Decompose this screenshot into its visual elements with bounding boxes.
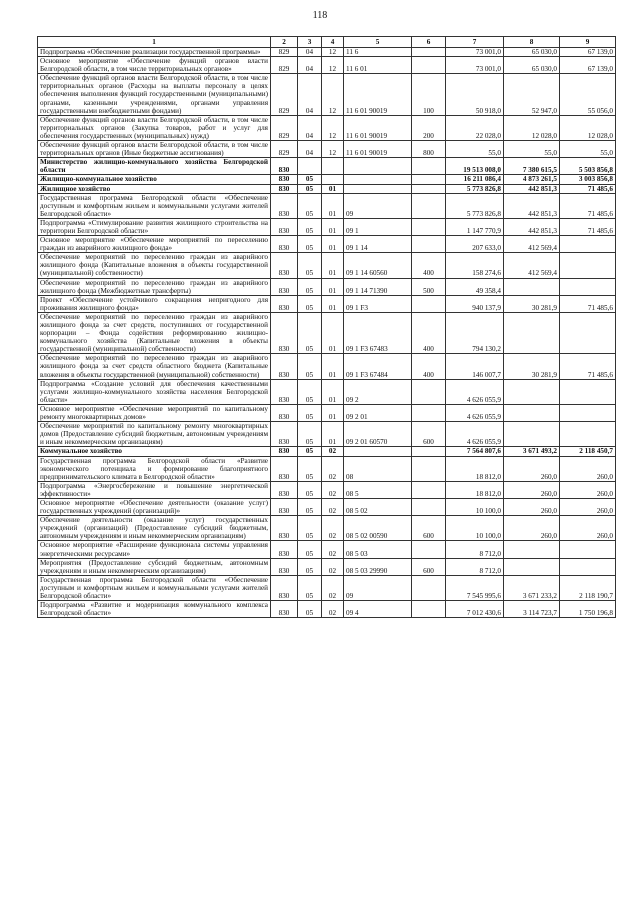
target-article-cell: 09 2 01 — [344, 404, 412, 421]
table-row — [38, 141, 616, 158]
amount-year1-cell: 18 812,0 — [446, 456, 504, 481]
table-row — [38, 74, 616, 115]
amount-year1-cell: 55,0 — [446, 141, 504, 158]
subsection-code-cell: 02 — [322, 575, 344, 600]
target-article-cell: 11 6 01 90019 — [344, 74, 412, 115]
item-name-cell: Обеспечение функций органов власти Белгородской области, в том числе территориальных органов (Иные бюджетные ассигнования) — [38, 141, 271, 158]
target-article-cell: 08 5 03 — [344, 541, 412, 558]
table-row — [38, 218, 616, 235]
expense-type-cell — [412, 295, 446, 312]
amount-year1-cell: 10 100,0 — [446, 516, 504, 541]
amount-year1-cell: 73 001,0 — [446, 48, 504, 57]
item-name-cell: Проект «Обеспечение устойчивого сокращения непригодного для проживания жилищного фонда» — [38, 295, 271, 312]
subsection-code-cell: 02 — [322, 456, 344, 481]
ministry-code-cell: 830 — [271, 404, 298, 421]
amount-year3-cell: 260,0 — [560, 516, 616, 541]
amount-year3-cell: 67 139,0 — [560, 57, 616, 74]
expense-type-cell: 600 — [412, 422, 446, 447]
table-row — [38, 498, 616, 515]
amount-year2-cell: 260,0 — [504, 481, 560, 498]
expense-type-cell: 600 — [412, 558, 446, 575]
ministry-code-cell: 830 — [271, 456, 298, 481]
amount-year3-cell — [560, 312, 616, 353]
item-name-cell: Подпрограмма «Развитие и модернизация коммунального комплекса Белгородской области» — [38, 601, 271, 618]
subsection-code-cell: 01 — [322, 236, 344, 253]
ministry-code-cell: 830 — [271, 218, 298, 235]
page-number: 118 — [312, 10, 328, 21]
table-row — [38, 575, 616, 600]
item-name-cell: Государственная программа Белгородской области «Обеспечение доступным и комфортным жильем и коммунальными услугами жителей Белгородской области» — [38, 575, 271, 600]
amount-year3-cell: 55 056,0 — [560, 74, 616, 115]
expense-type-cell — [412, 404, 446, 421]
amount-year3-cell: 12 028,0 — [560, 115, 616, 140]
item-name-cell: Государственная программа Белгородской области «Развитие экономического потенциала и формирование благоприятного предпринимательского климата в Белгородской области» — [38, 456, 271, 481]
target-article-cell: 08 5 02 00590 — [344, 516, 412, 541]
table-row — [38, 175, 616, 184]
amount-year2-cell: 442 851,3 — [504, 193, 560, 218]
item-name-cell: Подпрограмма «Обеспечение реализации государственной программы» — [38, 48, 271, 57]
amount-year3-cell: 55,0 — [560, 141, 616, 158]
amount-year2-cell: 30 281,9 — [504, 295, 560, 312]
amount-year3-cell: 71 485,6 — [560, 295, 616, 312]
item-name-cell: Обеспечение деятельности (оказание услуг) государственных учреждений (организаций) (Предоставление субсидий бюджетным, автономным учреждениям и иным некоммерческим организациям) — [38, 516, 271, 541]
table-row — [38, 236, 616, 253]
item-name-cell: Обеспечение мероприятий по капитальному ремонту многоквартирных домов (Предоставление субсидий бюджетным, автономным учреждениям и иным некоммерческим организациям) — [38, 422, 271, 447]
item-name-cell: Мероприятия (Предоставление субсидий бюджетным, автономным учреждениям и иным некоммерческим организациям) — [38, 558, 271, 575]
expense-type-cell — [412, 498, 446, 515]
target-article-cell: 09 1 14 71390 — [344, 278, 412, 295]
amount-year1-cell: 7 012 430,6 — [446, 601, 504, 618]
expense-type-cell — [412, 48, 446, 57]
target-article-cell: 08 5 03 29990 — [344, 558, 412, 575]
item-name-cell: Жилищно-коммунальное хозяйство — [38, 175, 271, 184]
amount-year2-cell: 65 030,0 — [504, 48, 560, 57]
section-code-cell: 05 — [298, 193, 322, 218]
target-article-cell: 09 1 14 — [344, 236, 412, 253]
table-row — [38, 278, 616, 295]
target-article-cell: 09 1 — [344, 218, 412, 235]
amount-year3-cell — [560, 236, 616, 253]
amount-year2-cell: 30 281,9 — [504, 354, 560, 379]
subsection-code-cell: 01 — [322, 354, 344, 379]
amount-year2-cell — [504, 541, 560, 558]
amount-year2-cell: 412 569,4 — [504, 236, 560, 253]
section-code-cell: 05 — [298, 541, 322, 558]
section-code-cell: 05 — [298, 404, 322, 421]
section-code-cell: 05 — [298, 278, 322, 295]
expense-type-cell — [412, 601, 446, 618]
subsection-code-cell: 12 — [322, 74, 344, 115]
amount-year3-cell — [560, 278, 616, 295]
amount-year3-cell: 71 485,6 — [560, 218, 616, 235]
expense-type-cell — [412, 379, 446, 404]
amount-year1-cell: 10 100,0 — [446, 498, 504, 515]
item-name-cell: Обеспечение мероприятий по переселению граждан из аварийного жилищного фонда (Межбюджетные трансферты) — [38, 278, 271, 295]
ministry-code-cell: 829 — [271, 57, 298, 74]
ministry-code-cell: 829 — [271, 48, 298, 57]
amount-year3-cell: 3 003 856,8 — [560, 175, 616, 184]
section-code-cell: 05 — [298, 379, 322, 404]
expense-type-cell: 400 — [412, 312, 446, 353]
ministry-code-cell: 830 — [271, 278, 298, 295]
amount-year3-cell — [560, 404, 616, 421]
expense-type-cell: 800 — [412, 141, 446, 158]
amount-year3-cell: 2 118 190,7 — [560, 575, 616, 600]
amount-year3-cell — [560, 541, 616, 558]
ministry-code-cell: 830 — [271, 253, 298, 278]
section-code-cell: 05 — [298, 354, 322, 379]
table-row — [38, 404, 616, 421]
table-row — [38, 295, 616, 312]
amount-year2-cell: 4 873 261,5 — [504, 175, 560, 184]
table-row — [38, 481, 616, 498]
ministry-code-cell: 830 — [271, 295, 298, 312]
amount-year1-cell: 4 626 055,9 — [446, 422, 504, 447]
section-code-cell: 05 — [298, 447, 322, 456]
subsection-code-cell: 12 — [322, 115, 344, 140]
target-article-cell — [344, 175, 412, 184]
expense-type-cell: 600 — [412, 516, 446, 541]
subsection-code-cell: 12 — [322, 48, 344, 57]
amount-year3-cell: 71 485,6 — [560, 184, 616, 193]
table-row — [38, 193, 616, 218]
amount-year2-cell: 55,0 — [504, 141, 560, 158]
header-cell: 1 — [38, 37, 271, 48]
target-article-cell — [344, 184, 412, 193]
target-article-cell: 11 6 01 90019 — [344, 141, 412, 158]
amount-year1-cell: 49 358,4 — [446, 278, 504, 295]
amount-year1-cell: 7 564 807,6 — [446, 447, 504, 456]
target-article-cell — [344, 447, 412, 456]
amount-year1-cell: 8 712,0 — [446, 541, 504, 558]
section-code-cell: 04 — [298, 141, 322, 158]
expense-type-cell — [412, 541, 446, 558]
item-name-cell: Жилищное хозяйство — [38, 184, 271, 193]
amount-year2-cell: 3 671 493,2 — [504, 447, 560, 456]
item-name-cell: Основное мероприятие «Обеспечение функций органов власти Белгородской области, в том числе территориальных органов» — [38, 57, 271, 74]
target-article-cell: 09 1 F3 67483 — [344, 312, 412, 353]
amount-year1-cell: 207 633,0 — [446, 236, 504, 253]
section-code-cell: 05 — [298, 558, 322, 575]
ministry-code-cell: 830 — [271, 193, 298, 218]
ministry-code-cell: 830 — [271, 175, 298, 184]
ministry-code-cell: 830 — [271, 236, 298, 253]
item-name-cell: Обеспечение функций органов власти Белгородской области, в том числе территориальных органов (Расходы на выплаты персоналу в целях обеспечения выполнения функций государственными (муниципальными) органами, казенными учреждениями, органами управления государственными внебюджетными фондами) — [38, 74, 271, 115]
amount-year3-cell — [560, 558, 616, 575]
section-code-cell: 05 — [298, 175, 322, 184]
amount-year2-cell: 65 030,0 — [504, 57, 560, 74]
section-code-cell: 05 — [298, 481, 322, 498]
amount-year1-cell: 8 712,0 — [446, 558, 504, 575]
amount-year2-cell: 12 028,0 — [504, 115, 560, 140]
ministry-code-cell: 830 — [271, 481, 298, 498]
table-row — [38, 447, 616, 456]
header-cell: 6 — [412, 37, 446, 48]
amount-year2-cell — [504, 312, 560, 353]
ministry-code-cell: 830 — [271, 379, 298, 404]
header-cell: 3 — [298, 37, 322, 48]
expense-type-cell — [412, 481, 446, 498]
amount-year2-cell — [504, 422, 560, 447]
amount-year3-cell: 1 750 196,8 — [560, 601, 616, 618]
amount-year2-cell: 260,0 — [504, 516, 560, 541]
ministry-code-cell: 830 — [271, 541, 298, 558]
amount-year3-cell: 71 485,6 — [560, 193, 616, 218]
ministry-code-cell: 830 — [271, 498, 298, 515]
subsection-code-cell: 02 — [322, 558, 344, 575]
ministry-code-cell: 829 — [271, 141, 298, 158]
amount-year1-cell: 940 137,9 — [446, 295, 504, 312]
expense-type-cell — [412, 193, 446, 218]
ministry-code-cell: 830 — [271, 601, 298, 618]
target-article-cell: 09 1 F3 — [344, 295, 412, 312]
table-row — [38, 456, 616, 481]
expense-type-cell: 500 — [412, 278, 446, 295]
amount-year1-cell: 5 773 826,8 — [446, 184, 504, 193]
section-code-cell: 05 — [298, 236, 322, 253]
section-code-cell: 05 — [298, 422, 322, 447]
expense-type-cell: 400 — [412, 253, 446, 278]
section-code-cell: 05 — [298, 218, 322, 235]
item-name-cell: Основное мероприятие «Расширение функционала системы управления энергетическими ресурсами» — [38, 541, 271, 558]
amount-year3-cell — [560, 422, 616, 447]
subsection-code-cell: 01 — [322, 193, 344, 218]
amount-year1-cell: 7 545 995,6 — [446, 575, 504, 600]
header-cell: 8 — [504, 37, 560, 48]
expense-type-cell — [412, 447, 446, 456]
amount-year3-cell — [560, 379, 616, 404]
target-article-cell — [344, 158, 412, 175]
section-code-cell: 04 — [298, 115, 322, 140]
amount-year3-cell: 5 503 856,8 — [560, 158, 616, 175]
subsection-code-cell: 02 — [322, 541, 344, 558]
expense-type-cell — [412, 57, 446, 74]
section-code-cell — [298, 158, 322, 175]
table-row — [38, 253, 616, 278]
subsection-code-cell: 01 — [322, 253, 344, 278]
amount-year1-cell: 22 028,0 — [446, 115, 504, 140]
subsection-code-cell: 12 — [322, 141, 344, 158]
amount-year1-cell: 18 812,0 — [446, 481, 504, 498]
expense-type-cell: 200 — [412, 115, 446, 140]
table-row — [38, 422, 616, 447]
section-code-cell: 04 — [298, 57, 322, 74]
section-code-cell: 05 — [298, 184, 322, 193]
table-row — [38, 184, 616, 193]
subsection-code-cell: 01 — [322, 295, 344, 312]
table-row — [38, 158, 616, 175]
header-cell: 5 — [344, 37, 412, 48]
target-article-cell: 09 2 01 60570 — [344, 422, 412, 447]
expense-type-cell — [412, 175, 446, 184]
expense-type-cell — [412, 456, 446, 481]
amount-year1-cell: 73 001,0 — [446, 57, 504, 74]
item-name-cell: Обеспечение функций органов власти Белгородской области, в том числе территориальных органов (Закупка товаров, работ и услуг для обеспечения государственных (муниципальных) нужд) — [38, 115, 271, 140]
section-code-cell: 05 — [298, 253, 322, 278]
ministry-code-cell: 830 — [271, 354, 298, 379]
header-row — [38, 37, 616, 48]
item-name-cell: Подпрограмма «Создание условий для обеспечения качественными услугами жилищно-коммунального хозяйства населения Белгородской области» — [38, 379, 271, 404]
amount-year2-cell — [504, 404, 560, 421]
amount-year3-cell: 260,0 — [560, 498, 616, 515]
table-row — [38, 48, 616, 57]
item-name-cell: Коммунальное хозяйство — [38, 447, 271, 456]
subsection-code-cell — [322, 158, 344, 175]
amount-year1-cell: 4 626 055,9 — [446, 379, 504, 404]
target-article-cell: 11 6 01 — [344, 57, 412, 74]
target-article-cell: 08 5 02 — [344, 498, 412, 515]
amount-year3-cell: 260,0 — [560, 456, 616, 481]
expense-type-cell: 400 — [412, 354, 446, 379]
item-name-cell: Обеспечение мероприятий по переселению граждан из аварийного жилищного фонда за счет средств, поступивших от государственной корпорации – Фонда содействия реформированию жилищно-коммунального хозяйства (Капитальные вложения в объекты государственной (муниципальной) собственности) — [38, 312, 271, 353]
section-code-cell: 05 — [298, 312, 322, 353]
amount-year3-cell: 67 139,0 — [560, 48, 616, 57]
section-code-cell: 05 — [298, 575, 322, 600]
table-body — [38, 48, 616, 618]
subsection-code-cell: 02 — [322, 498, 344, 515]
subsection-code-cell: 01 — [322, 218, 344, 235]
target-article-cell: 11 6 — [344, 48, 412, 57]
item-name-cell: Обеспечение мероприятий по переселению граждан из аварийного жилищного фонда за счет средств областного бюджета (Капитальные вложения в объекты государственной (муниципальной) собственности) — [38, 354, 271, 379]
amount-year2-cell: 412 569,4 — [504, 253, 560, 278]
subsection-code-cell: 01 — [322, 278, 344, 295]
table-row — [38, 541, 616, 558]
ministry-code-cell: 830 — [271, 516, 298, 541]
item-name-cell: Подпрограмма «Энергосбережение и повышение энергетической эффективности» — [38, 481, 271, 498]
table-row — [38, 516, 616, 541]
target-article-cell: 09 1 14 60560 — [344, 253, 412, 278]
ministry-code-cell: 829 — [271, 74, 298, 115]
subsection-code-cell: 02 — [322, 481, 344, 498]
budget-table — [37, 36, 616, 618]
subsection-code-cell: 02 — [322, 516, 344, 541]
subsection-code-cell: 01 — [322, 422, 344, 447]
amount-year2-cell: 442 851,3 — [504, 218, 560, 235]
amount-year2-cell: 260,0 — [504, 456, 560, 481]
section-code-cell: 05 — [298, 456, 322, 481]
expense-type-cell: 100 — [412, 74, 446, 115]
target-article-cell: 09 — [344, 193, 412, 218]
table-row — [38, 601, 616, 618]
amount-year2-cell: 7 380 615,5 — [504, 158, 560, 175]
target-article-cell: 09 1 F3 67484 — [344, 354, 412, 379]
subsection-code-cell: 12 — [322, 57, 344, 74]
header-cell: 7 — [446, 37, 504, 48]
subsection-code-cell: 02 — [322, 447, 344, 456]
expense-type-cell — [412, 575, 446, 600]
item-name-cell: Подпрограмма «Стимулирование развития жилищного строительства на территории Белгородской области» — [38, 218, 271, 235]
subsection-code-cell: 01 — [322, 312, 344, 353]
amount-year2-cell: 260,0 — [504, 498, 560, 515]
expense-type-cell — [412, 184, 446, 193]
amount-year1-cell: 50 918,0 — [446, 74, 504, 115]
expense-type-cell — [412, 218, 446, 235]
expense-type-cell — [412, 158, 446, 175]
target-article-cell: 09 4 — [344, 601, 412, 618]
amount-year3-cell — [560, 253, 616, 278]
subsection-code-cell: 01 — [322, 404, 344, 421]
section-code-cell: 05 — [298, 601, 322, 618]
subsection-code-cell: 01 — [322, 379, 344, 404]
subsection-code-cell: 02 — [322, 601, 344, 618]
header-cell: 2 — [271, 37, 298, 48]
item-name-cell: Основное мероприятие «Обеспечение деятельности (оказание услуг) государственных учреждений (организаций)» — [38, 498, 271, 515]
amount-year1-cell: 16 211 086,4 — [446, 175, 504, 184]
target-article-cell: 09 — [344, 575, 412, 600]
section-code-cell: 05 — [298, 295, 322, 312]
ministry-code-cell: 830 — [271, 158, 298, 175]
amount-year2-cell: 3 114 723,7 — [504, 601, 560, 618]
section-code-cell: 04 — [298, 74, 322, 115]
amount-year2-cell: 52 947,0 — [504, 74, 560, 115]
target-article-cell: 08 5 — [344, 481, 412, 498]
item-name-cell: Обеспечение мероприятий по переселению граждан из аварийного жилищного фонда (Капитальные вложения в объекты государственной (муниципальной) собственности) — [38, 253, 271, 278]
item-name-cell: Основное мероприятие «Обеспечение мероприятий по капитальному ремонту многоквартирных домов» — [38, 404, 271, 421]
item-name-cell: Государственная программа Белгородской области «Обеспечение доступным и комфортным жильем и коммунальными услугами жителей Белгородской области» — [38, 193, 271, 218]
ministry-code-cell: 830 — [271, 575, 298, 600]
header-cell: 9 — [560, 37, 616, 48]
ministry-code-cell: 830 — [271, 447, 298, 456]
amount-year2-cell: 442 851,3 — [504, 184, 560, 193]
item-name-cell: Министерство жилищно-коммунального хозяйства Белгородской области — [38, 158, 271, 175]
amount-year1-cell: 4 626 055,9 — [446, 404, 504, 421]
amount-year3-cell: 260,0 — [560, 481, 616, 498]
amount-year1-cell: 19 513 008,0 — [446, 158, 504, 175]
target-article-cell: 11 6 01 90019 — [344, 115, 412, 140]
target-article-cell: 08 — [344, 456, 412, 481]
item-name-cell: Основное мероприятие «Обеспечение мероприятий по переселению граждан из аварийного жилищного фонда» — [38, 236, 271, 253]
amount-year3-cell: 71 485,6 — [560, 354, 616, 379]
section-code-cell: 05 — [298, 516, 322, 541]
table-row — [38, 558, 616, 575]
section-code-cell: 04 — [298, 48, 322, 57]
amount-year3-cell: 2 118 450,7 — [560, 447, 616, 456]
expense-type-cell — [412, 236, 446, 253]
amount-year2-cell: 3 671 233,2 — [504, 575, 560, 600]
table-row — [38, 354, 616, 379]
subsection-code-cell — [322, 175, 344, 184]
amount-year2-cell — [504, 558, 560, 575]
ministry-code-cell: 830 — [271, 422, 298, 447]
amount-year1-cell: 5 773 826,8 — [446, 193, 504, 218]
subsection-code-cell: 01 — [322, 184, 344, 193]
amount-year2-cell — [504, 379, 560, 404]
amount-year1-cell: 158 274,6 — [446, 253, 504, 278]
header-cell: 4 — [322, 37, 344, 48]
table-row — [38, 379, 616, 404]
ministry-code-cell: 830 — [271, 184, 298, 193]
table-row — [38, 57, 616, 74]
table-row — [38, 115, 616, 140]
amount-year1-cell: 146 007,7 — [446, 354, 504, 379]
ministry-code-cell: 829 — [271, 115, 298, 140]
section-code-cell: 05 — [298, 498, 322, 515]
amount-year1-cell: 1 147 770,9 — [446, 218, 504, 235]
target-article-cell: 09 2 — [344, 379, 412, 404]
ministry-code-cell: 830 — [271, 312, 298, 353]
amount-year2-cell — [504, 278, 560, 295]
table-row — [38, 312, 616, 353]
amount-year1-cell: 794 130,2 — [446, 312, 504, 353]
ministry-code-cell: 830 — [271, 558, 298, 575]
